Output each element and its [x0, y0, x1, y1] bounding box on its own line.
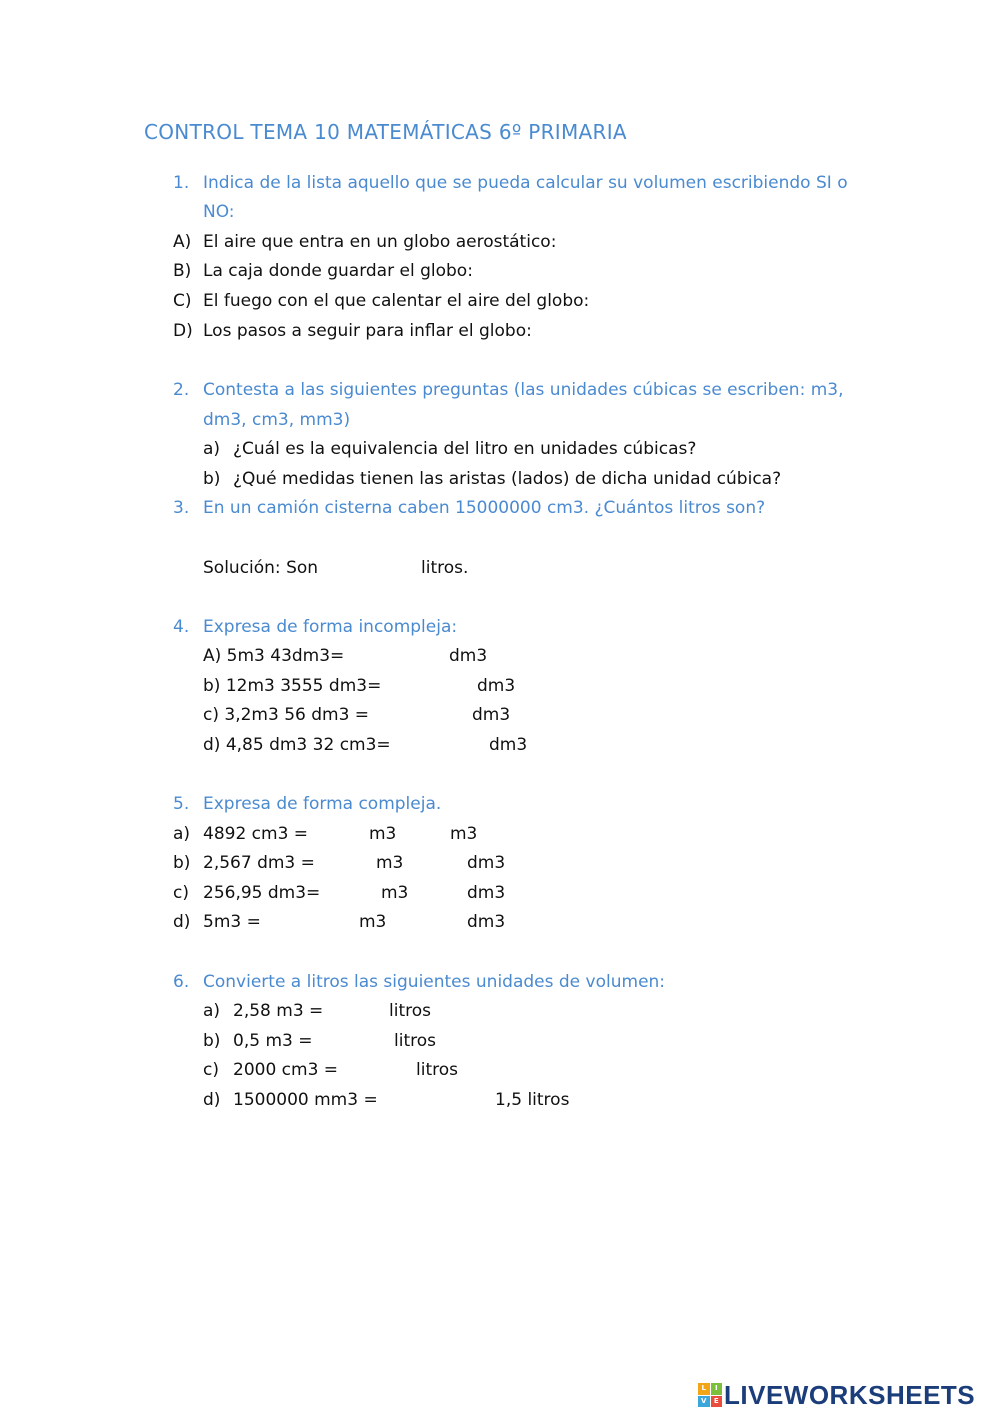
- q4-item-expr: c) 3,2m3 56 dm3 =: [203, 705, 370, 725]
- q5-item-unit: m3: [450, 824, 478, 844]
- q3-number: 3.: [173, 498, 190, 518]
- q3-solution-label: Solución: Son: [203, 558, 319, 578]
- q1-item-label: C): [173, 291, 192, 311]
- logo-mark-letter: I: [711, 1383, 723, 1395]
- q5-item-expr: 4892 cm3 =: [203, 824, 309, 844]
- q6-item-unit: litros: [394, 1031, 436, 1051]
- q5-item-expr: 256,95 dm3=: [203, 883, 321, 903]
- q4-prompt: Expresa de forma incompleja:: [203, 617, 458, 637]
- q4-item-expr: d) 4,85 dm3 32 cm3=: [203, 735, 391, 755]
- q4-item-unit: dm3: [449, 646, 488, 666]
- q4-item-expr: b) 12m3 3555 dm3=: [203, 676, 382, 696]
- q6-item-expr: 0,5 m3 =: [233, 1031, 313, 1051]
- q2-item-label: b): [203, 469, 221, 489]
- q6-item-unit: 1,5 litros: [495, 1090, 570, 1110]
- q5-item-unit: dm3: [467, 883, 506, 903]
- q2-prompt-line1: Contesta a las siguientes preguntas (las unidades cúbicas se escriben: m3,: [203, 380, 844, 400]
- logo-mark-letter: L: [698, 1383, 710, 1395]
- q5-number: 5.: [173, 794, 190, 814]
- q5-item-unit: m3: [359, 912, 387, 932]
- q6-item-label: a): [203, 1001, 221, 1021]
- q6-prompt: Convierte a litros las siguientes unidades de volumen:: [203, 972, 666, 992]
- q2-item-text: ¿Qué medidas tienen las aristas (lados) de dicha unidad cúbica?: [233, 469, 782, 489]
- q1-prompt-line2: NO:: [203, 202, 235, 222]
- q1-item-text: Los pasos a seguir para inflar el globo:: [203, 321, 532, 341]
- q5-item-unit: m3: [376, 853, 404, 873]
- q1-item-label: B): [173, 261, 192, 281]
- q2-item-label: a): [203, 439, 221, 459]
- q5-item-unit: m3: [381, 883, 409, 903]
- q2-item-text: ¿Cuál es la equivalencia del litro en unidades cúbicas?: [233, 439, 697, 459]
- q2-number: 2.: [173, 380, 190, 400]
- q6-item-expr: 1500000 mm3 =: [233, 1090, 378, 1110]
- q1-item-text: El fuego con el que calentar el aire del globo:: [203, 291, 590, 311]
- q5-item-expr: 5m3 =: [203, 912, 261, 932]
- q1-item-text: La caja donde guardar el globo:: [203, 261, 473, 281]
- q5-item-unit: dm3: [467, 912, 506, 932]
- q6-number: 6.: [173, 972, 190, 992]
- q6-item-unit: litros: [416, 1060, 458, 1080]
- q5-item-label: b): [173, 853, 191, 873]
- q6-item-expr: 2000 cm3 =: [233, 1060, 339, 1080]
- q4-number: 4.: [173, 617, 190, 637]
- q1-item-label: D): [173, 321, 193, 341]
- q4-item-unit: dm3: [472, 705, 511, 725]
- q5-item-unit: dm3: [467, 853, 506, 873]
- q6-item-label: c): [203, 1060, 219, 1080]
- q5-item-label: a): [173, 824, 191, 844]
- q5-prompt: Expresa de forma compleja.: [203, 794, 442, 814]
- q4-item-expr: A) 5m3 43dm3=: [203, 646, 345, 666]
- q6-item-label: d): [203, 1090, 221, 1110]
- q1-number: 1.: [173, 173, 190, 193]
- q3-solution-unit: litros.: [421, 558, 469, 578]
- q1-prompt-line1: Indica de la lista aquello que se pueda calcular su volumen escribiendo SI o: [203, 173, 848, 193]
- page-title: CONTROL TEMA 10 MATEMÁTICAS 6º PRIMARIA: [144, 120, 627, 144]
- logo-mark-icon: [698, 1383, 722, 1407]
- q6-item-expr: 2,58 m3 =: [233, 1001, 324, 1021]
- logo-text: LIVEWORKSHEETS: [724, 1379, 976, 1410]
- q4-item-unit: dm3: [489, 735, 528, 755]
- q5-item-label: d): [173, 912, 191, 932]
- q3-prompt: En un camión cisterna caben 15000000 cm3. ¿Cuántos litros son?: [203, 498, 766, 518]
- q1-item-label: A): [173, 232, 192, 252]
- q2-prompt-line2: dm3, cm3, mm3): [203, 410, 351, 430]
- q1-item-text: El aire que entra en un globo aerostático:: [203, 232, 557, 252]
- logo-mark-letter: V: [698, 1396, 710, 1408]
- liveworksheets-logo[interactable]: [698, 1378, 975, 1412]
- q5-item-expr: 2,567 dm3 =: [203, 853, 315, 873]
- logo-mark-letter: E: [711, 1396, 723, 1408]
- q5-item-label: c): [173, 883, 189, 903]
- q5-item-unit: m3: [369, 824, 397, 844]
- q6-item-unit: litros: [389, 1001, 431, 1021]
- q6-item-label: b): [203, 1031, 221, 1051]
- q4-item-unit: dm3: [477, 676, 516, 696]
